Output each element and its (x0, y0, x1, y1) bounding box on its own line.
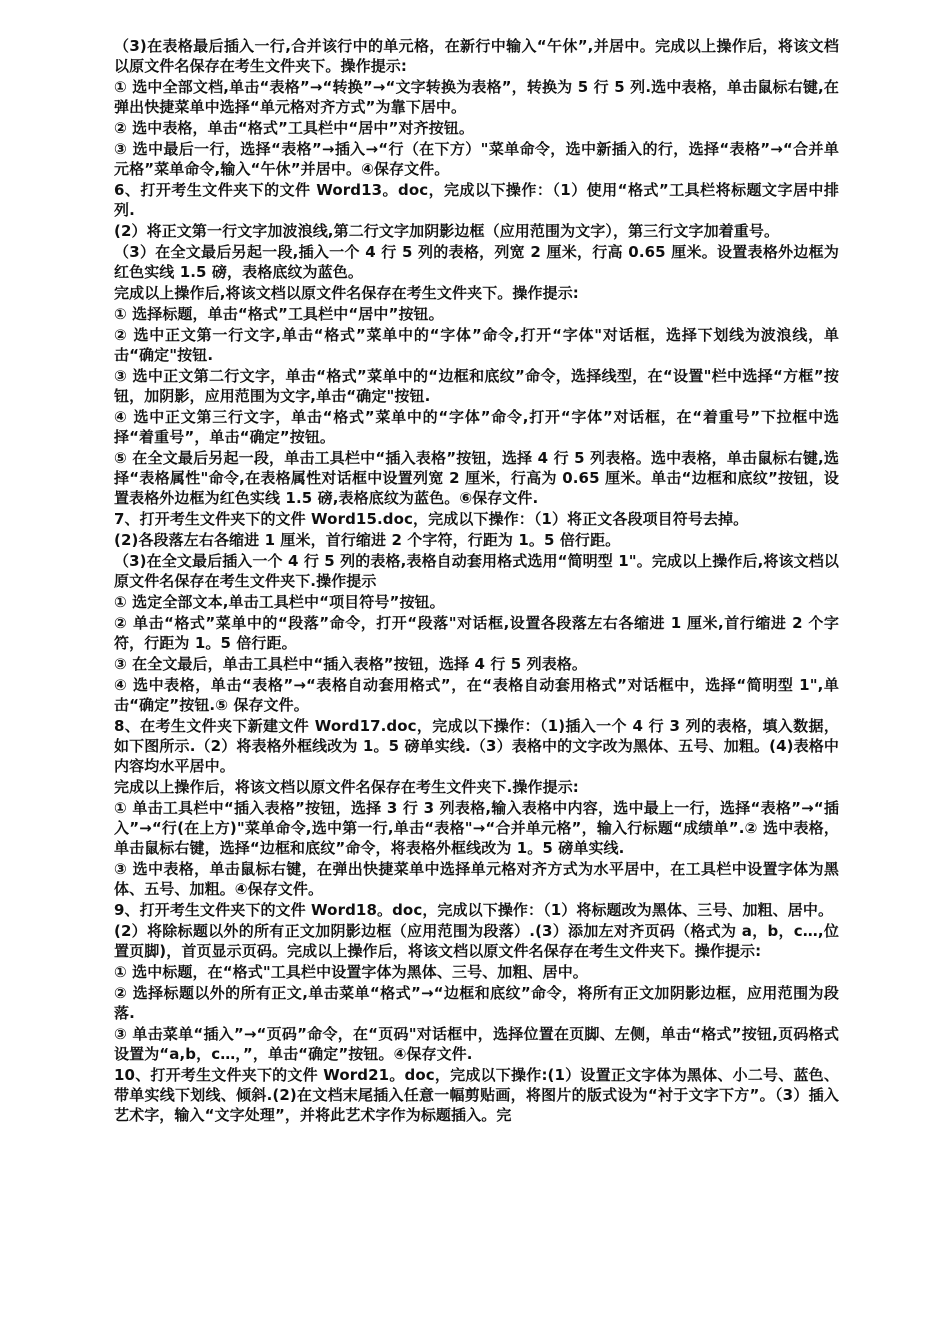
paragraph-14: 7、打开考生文件夹下的文件 Word15.doc，完成以下操作：（1）将正文各段项目符号去掉。 (114, 510, 749, 528)
paragraph-4: ③ 选中最后一行，选择“表格”→插入→“行（在下方）"菜单命令，选中新插入的行，选择“表格”→“合并单元格”菜单命令,输入“午休”并居中。④保存文件。 (114, 140, 839, 178)
document-page (114, 36, 839, 1126)
paragraph-23: ① 单击工具栏中“插入表格”按钮，选择 3 行 3 列表格,输入表格中内容，选中最上一行，选择“表格”→“插入”→“行(在上方)"菜单命令,选中第一行,单击“表格"→“合并单元格”，输入行标题“成绩单”.② 选中表格，单击鼠标右键，选择“边框和底纹”命令，将表格外框线改为 1。5 磅单实线. (114, 799, 839, 857)
paragraph-19: ③ 在全文最后，单击工具栏中“插入表格”按钮，选择 4 行 5 列表格。 (114, 655, 588, 673)
paragraph-16: （3)在全文最后插入一个 4 行 5 列的表格,表格自动套用格式选用“简明型 1"。完成以上操作后,将该文档以原文件名保存在考生文件夹下.操作提示 (114, 552, 839, 590)
paragraph-27: ① 选中标题，在“格式"工具栏中设置字体为黑体、三号、加粗、居中。 (114, 963, 588, 981)
paragraph-20: ④ 选中表格，单击“表格”→“表格自动套用格式”，在“表格自动套用格式”对话框中，选择“简明型 1",单击“确定”按钮.⑤ 保存文件。 (114, 676, 839, 714)
paragraph-18: ② 单击“格式”菜单中的“段落”命令，打开“段落"对话框,设置各段落左右各缩进 1 厘米,首行缩进 2 个字符，行距为 1。5 倍行距。 (114, 614, 839, 652)
paragraph-7: （3）在全文最后另起一段,插入一个 4 行 5 列的表格，列宽 2 厘米，行高 0.65 厘米。设置表格外边框为红色实线 1.5 磅，表格底纹为蓝色。 (114, 243, 839, 281)
paragraph-26: (2）将除标题以外的所有正文加阴影边框（应用范围为段落）.(3）添加左对齐页码（格式为 a，b，c…,位置页脚)，首页显示页码。完成以上操作后，将该文档以原文件名保存在考生文件夹下。操作提示: (114, 922, 839, 960)
paragraph-21: 8、在考生文件夹下新建文件 Word17.doc，完成以下操作：（1)插入一个 4 行 3 列的表格，填入数据，如下图所示.（2）将表格外框线改为 1。5 磅单实线.（3）表格中的文字改为黑体、五号、加粗。(4)表格中内容均水平居中。 (114, 717, 839, 775)
paragraph-1: （3)在表格最后插入一行,合并该行中的单元格，在新行中输入“午休”,并居中。完成以上操作后，将该文档以原文件名保存在考生文件夹下。操作提示: (114, 37, 839, 75)
paragraph-11: ③ 选中正文第二行文字，单击“格式”菜单中的“边框和底纹”命令，选择线型，在“设置"栏中选择“方框”按钮，加阴影，应用范围为文字,单击“确定"按钮. (114, 367, 839, 405)
paragraph-29: ③ 单击菜单“插入”→“页码”命令，在“页码"对话框中，选择位置在页脚、左侧，单击“格式”按钮,页码格式设置为“a,b，c…，”，单击“确定”按钮。④保存文件. (114, 1025, 839, 1063)
paragraph-30: 10、打开考生文件夹下的文件 Word21。doc，完成以下操作:(1）设置正文字体为黑体、小二号、蓝色、带单实线下划线、倾斜.(2)在文档末尾插入任意一幅剪贴画，将图片的版式设为“衬于文字下方”。（3）插入艺术字，输入“文字处理”，并将此艺术字作为标题插入。完 (114, 1066, 839, 1124)
paragraph-6: (2）将正文第一行文字加波浪线,第二行文字加阴影边框（应用范围为文字），第三行文字加着重号。 (114, 222, 780, 240)
paragraph-13: ⑤ 在全文最后另起一段，单击工具栏中“插入表格”按钮，选择 4 行 5 列表格。选中表格，单击鼠标右键,选择“表格属性"命令,在表格属性对话框中设置列宽 2 厘米，行高为 0.65 厘米。单击“边框和底纹”按钮，设置表格外边框为红色实线 1.5 磅,表格底纹为蓝色。⑥保存文件. (114, 449, 839, 507)
paragraph-22: 完成以上操作后，将该文档以原文件名保存在考生文件夹下.操作提示: (114, 778, 579, 796)
paragraph-12: ④ 选中正文第三行文字，单击“格式”菜单中的“字体”命令,打开“字体”对话框，在“着重号”下拉框中选择“着重号”，单击“确定”按钮。 (114, 408, 839, 446)
paragraph-15: (2)各段落左右各缩进 1 厘米，首行缩进 2 个字符，行距为 1。5 倍行距。 (114, 531, 621, 549)
paragraph-9: ① 选择标题，单击“格式”工具栏中“居中”按钮。 (114, 305, 444, 323)
paragraph-3: ② 选中表格，单击“格式”工具栏中“居中”对齐按钮。 (114, 119, 474, 137)
paragraph-8: 完成以上操作后,将该文档以原文件名保存在考生文件夹下。操作提示: (114, 284, 579, 302)
paragraph-28: ② 选择标题以外的所有正文,单击菜单“格式”→“边框和底纹”命令，将所有正文加阴影边框，应用范围为段落. (114, 984, 839, 1022)
paragraph-5: 6、打开考生文件夹下的文件 Word13。doc，完成以下操作：（1）使用“格式”工具栏将标题文字居中排列. (114, 181, 839, 219)
paragraph-17: ① 选定全部文本,单击工具栏中“项目符号”按钮。 (114, 593, 445, 611)
paragraph-2: ① 选中全部文档,单击“表格”→“转换”→“文字转换为表格”，转换为 5 行 5 列.选中表格，单击鼠标右键,在弹出快捷菜单中选择“单元格对齐方式”为靠下居中。 (114, 78, 839, 116)
paragraph-24: ③ 选中表格，单击鼠标右键，在弹出快捷菜单中选择单元格对齐方式为水平居中，在工具栏中设置字体为黑体、五号、加粗。④保存文件。 (114, 860, 839, 898)
paragraph-25: 9、打开考生文件夹下的文件 Word18。doc，完成以下操作：（1）将标题改为黑体、三号、加粗、居中。 (114, 901, 834, 919)
paragraph-10: ② 选中正文第一行文字,单击“格式”菜单中的“字体”命令,打开“字体"对话框，选择下划线为波浪线，单击“确定"按钮. (114, 326, 839, 364)
